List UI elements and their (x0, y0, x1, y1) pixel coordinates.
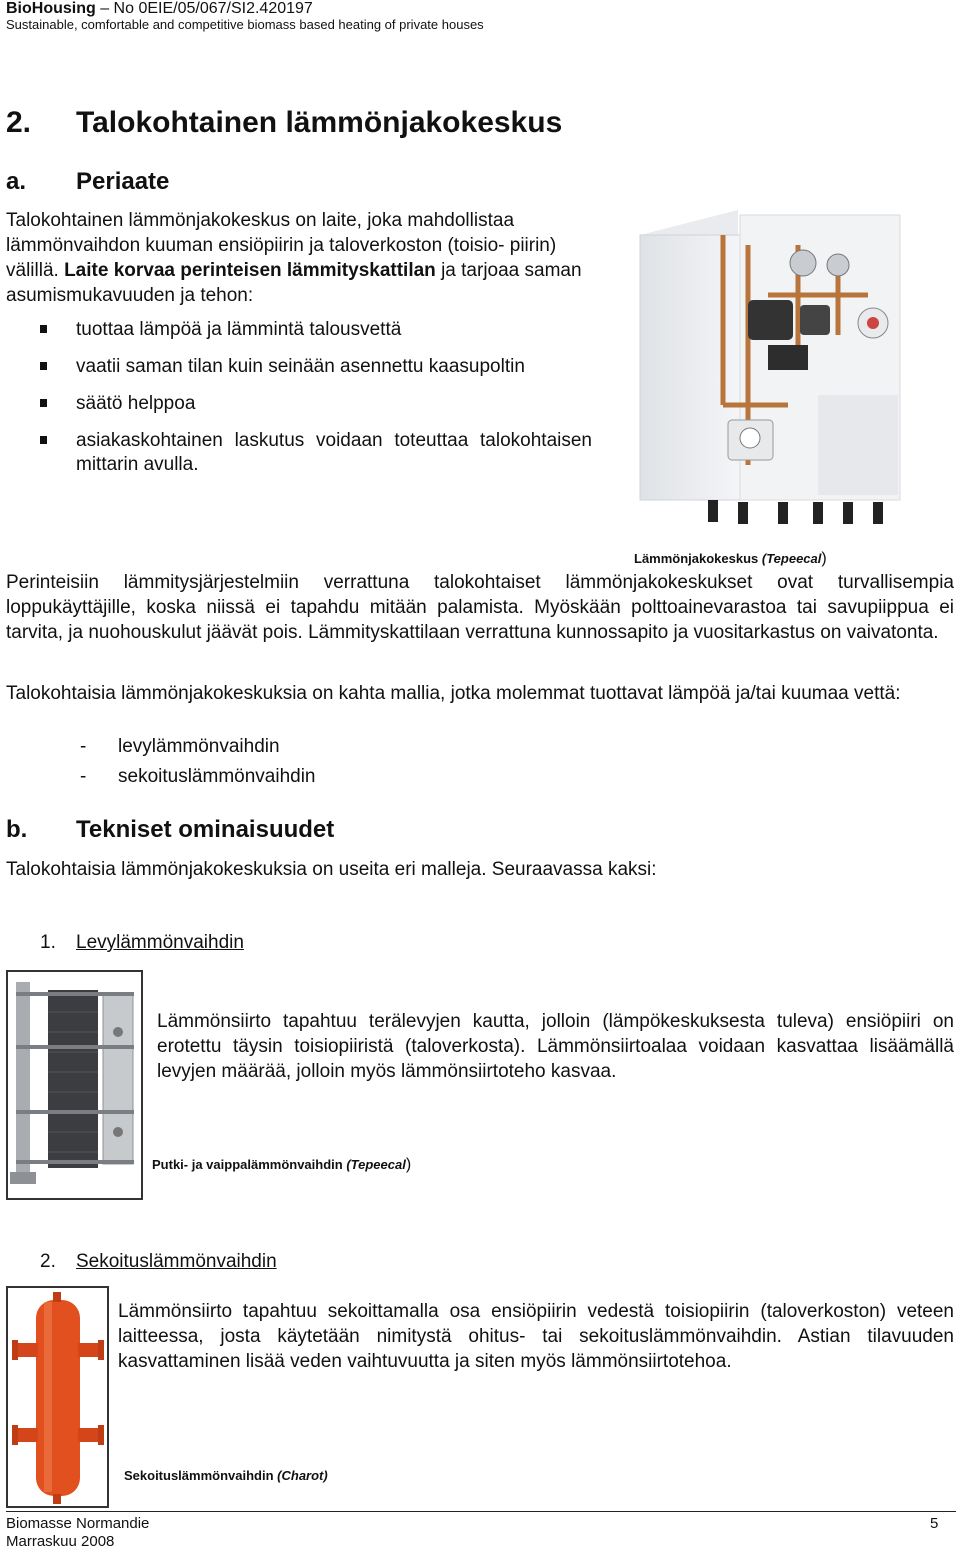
section-heading: 2. Talokohtainen lämmönjakokeskus (6, 106, 563, 139)
mixing-heat-exchanger-image (8, 1288, 107, 1506)
figure-caption-substation: Lämmönjakokeskus (Tepeecal) (634, 550, 827, 567)
feature-bullet-list (40, 318, 592, 490)
item-1-description: Lämmönsiirto tapahtuu terälevyjen kautta, jolloin (lämpökeskuksesta tuleva) ensiöpiiri on erotettu täysin toisiopiiristä (taloverkosta). Lämmönsiirtoalaa voidaan kasvattaa lisäämällä levyjen määrää, jolloin myös lämmönsiirtoteho kasvaa. (157, 1011, 954, 1082)
subsection-a-heading: a. Periaate (6, 168, 170, 195)
bullet-item: säätö helppoa (40, 392, 592, 416)
document-header-title: BioHousing – No 0EIE/05/067/SI2.420197 (6, 0, 313, 17)
bullet-item: asiakaskohtainen laskutus voidaan toteuttaa talokohtaisen mittarin avulla. (40, 429, 592, 477)
square-bullet-icon (40, 362, 47, 370)
mixing-exchanger-image-frame (6, 1286, 109, 1508)
square-bullet-icon (40, 325, 47, 333)
figure-caption-plate-exchanger: Putki- ja vaippalämmönvaihdin (Tepeecal) (152, 1156, 412, 1173)
page-number: 5 (930, 1515, 939, 1532)
dash-list-item: - sekoituslämmönvaihdin (80, 766, 316, 787)
plate-exchanger-image-frame (6, 970, 143, 1200)
models-paragraph: Talokohtaisia lämmönjakokeskuksia on kahta mallia, jotka molemmat tuottavat lämpöä ja/tai kuumaa vettä: (6, 683, 901, 704)
footer-organization: Biomasse Normandie (6, 1515, 150, 1532)
footer-divider (6, 1511, 956, 1512)
document-header-subtitle: Sustainable, comfortable and competitive biomass based heating of private houses (6, 17, 484, 32)
square-bullet-icon (40, 399, 47, 407)
figure-caption-mixing-exchanger: Sekoituslämmönvaihdin (Charot) (124, 1468, 328, 1483)
bullet-item: tuottaa lämpöä ja lämmintä talousvettä (40, 318, 592, 342)
footer-date: Marraskuu 2008 (6, 1533, 115, 1550)
item-2-description: Lämmönsiirto tapahtuu sekoittamalla osa ensiöpiirin vedestä toisiopiirin (taloverkoston) veteen laitteessa, josta käytetään nimitystä ohitus- tai sekoituslämmönvaihdin. Astian tilavuuden kasvattaminen lisää veden vaihtuvuutta ja siten myös lämmönsiirtotehoa. (118, 1301, 954, 1372)
plate-heat-exchanger-image (8, 972, 141, 1198)
item-1-heading: 1. Levylämmönvaihdin (40, 932, 244, 953)
square-bullet-icon (40, 436, 47, 444)
comparison-paragraph: Perinteisiin lämmitysjärjestelmiin verrattuna talokohtaiset lämmönjakokeskukset ovat turvallisempia loppukäyttäjille, koska niissä ei tapahdu mitään palamista. Myöskään polttoainevarastoa tai savupiippua ei tarvita, ja nuohouskulut jäävät pois. Lämmityskattilaan verrattuna kunnossapito ja vuositarkastus on vaivatonta. (6, 572, 954, 643)
dash-list-item: - levylämmönvaihdin (80, 736, 280, 757)
variants-intro-paragraph: Talokohtaisia lämmönjakokeskuksia on useita eri malleja. Seuraavassa kaksi: (6, 859, 657, 880)
heat-substation-image (628, 205, 910, 535)
subsection-b-heading: b. Tekniset ominaisuudet (6, 816, 335, 843)
item-2-heading: 2. Sekoituslämmönvaihdin (40, 1251, 277, 1272)
bullet-item: vaatii saman tilan kuin seinään asennettu kaasupoltin (40, 355, 592, 379)
intro-paragraph: Talokohtainen lämmönjakokeskus on laite, joka mahdollistaa lämmönvaihdon kuuman ensiöpiirin ja taloverkoston (toisio- piirin) välillä. Laite korvaa perinteisen lämmityskattilan ja tarjoaa saman asumismukavuuden ja tehon: (6, 210, 582, 306)
